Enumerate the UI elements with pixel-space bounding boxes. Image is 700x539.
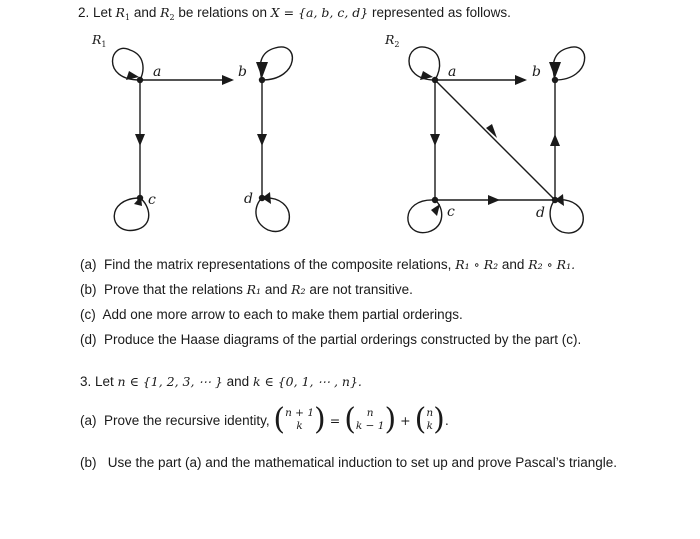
- r1-node-b: [259, 77, 265, 83]
- r2-edge-a-c-arrow: [430, 134, 440, 146]
- binom-n-k: (n k): [414, 402, 445, 437]
- q3-part-b: (b) Use the part (a) and the mathematical induction to set up and prove Pascal’s triangle.: [80, 455, 618, 470]
- r2-loop-c-arrow: [431, 204, 440, 216]
- r1-edge-a-b-arrow: [222, 75, 234, 85]
- q2-part-c: (c) Add one more arrow to each to make them partial orderings.: [80, 307, 463, 322]
- q2-part-b: (b) Prove that the relations R₁ and R₂ are not transitive.: [80, 282, 413, 297]
- r2-label-c: c: [447, 204, 455, 220]
- r1-edge-b-d-arrow: [257, 134, 267, 146]
- r1-loop-b-arrow: [256, 62, 268, 78]
- q2-intro: 2. Let $R_1$ and $R_2$ be relations on X = {a, b, c, d} represented as follows.: [78, 5, 511, 22]
- q2-part-d: (d) Produce the Haase diagrams of the partial orderings constructed by the part (c).: [80, 332, 582, 347]
- r2-node-c: [432, 197, 438, 203]
- r2-edge-c-d-arrow: [488, 195, 500, 205]
- r2-edge-a-b-arrow: [515, 75, 527, 85]
- r1-node-d: [259, 195, 265, 201]
- r2-edge-a-d: [435, 80, 555, 200]
- r1-symbol: $R_1$: [115, 5, 131, 22]
- r1-node-c: [137, 195, 143, 201]
- r1-label-d: d: [244, 191, 253, 207]
- q2-part-a: (a) Find the matrix representations of the composite relations, R₁ ∘ R₂ and R₂ ∘ R₁.: [80, 257, 576, 272]
- r2-loop-b-arrow: [549, 62, 561, 78]
- r2-symbol: $R_2$: [160, 5, 175, 22]
- binom-n-plus-1-k: (n + 1 k ): [273, 402, 326, 437]
- r2-edge-d-b-arrow: [550, 134, 560, 146]
- q3-part-a: (a) Prove the recursive identity, (n + 1 k ) = ( n k − 1) + (n k) .: [80, 402, 449, 437]
- r1-label-b: b: [238, 64, 247, 80]
- r1-nodes: [137, 77, 265, 201]
- r2-node-b: [552, 77, 558, 83]
- binom-n-k-minus-1: ( n k − 1): [344, 402, 397, 437]
- relation-diagrams: [0, 0, 700, 250]
- q3-intro: 3. Let n ∈ {1, 2, 3, ⋯ } and k ∈ {0, 1, ⋯ , n}.: [80, 374, 362, 389]
- diagram-r1-label: $R_1$: [92, 32, 107, 49]
- set-x: X = {a, b, c, d}: [270, 5, 369, 20]
- r1-label-c: c: [148, 192, 156, 208]
- r1-edge-a-c-arrow: [135, 134, 145, 146]
- r2-diagram: [408, 47, 585, 233]
- r1-loop-a-arrow: [126, 71, 139, 80]
- r2-loop-d: [550, 200, 583, 233]
- r2-label-b: b: [532, 64, 541, 80]
- r1-diagram: [113, 47, 293, 232]
- r1-loop-d: [256, 198, 289, 232]
- r2-label-d: d: [536, 205, 545, 221]
- diagram-r2-label: $R_2$: [385, 32, 400, 49]
- r1-label-a: a: [153, 64, 162, 80]
- r2-label-a: a: [448, 64, 457, 80]
- r2-loop-c: [408, 200, 442, 233]
- r1-node-a: [137, 77, 143, 83]
- r1-loop-c: [114, 198, 149, 230]
- r2-node-d: [552, 197, 558, 203]
- r2-node-a: [432, 77, 438, 83]
